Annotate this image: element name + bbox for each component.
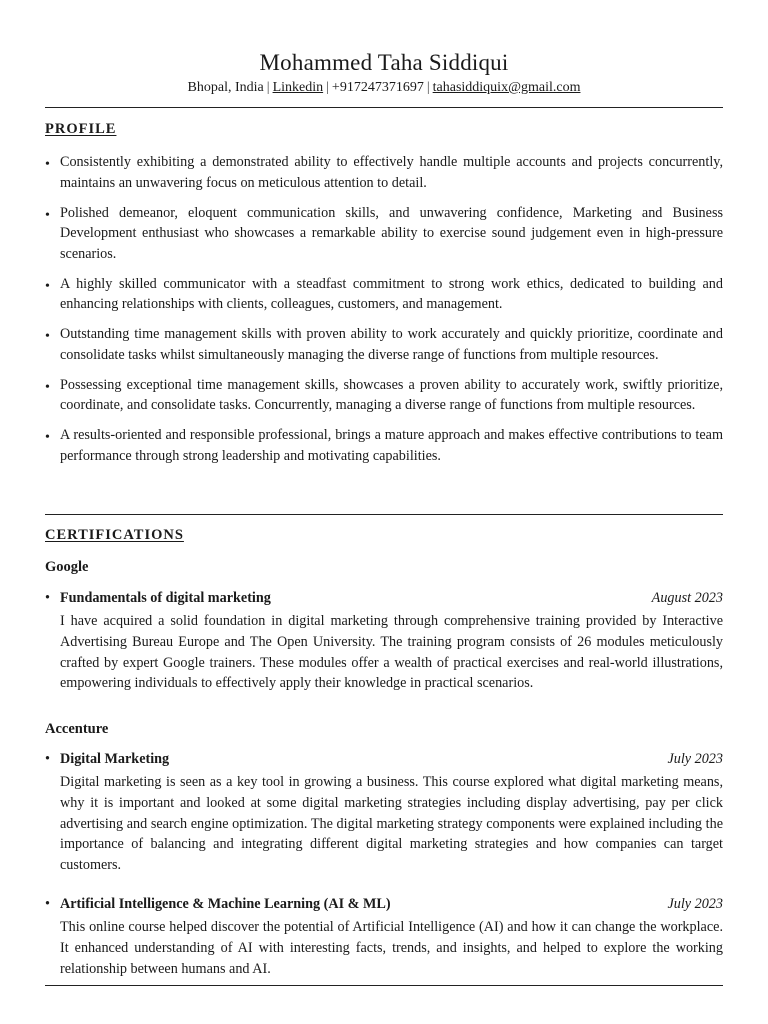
bullet-icon: •: [45, 590, 50, 606]
profile-divider: [45, 514, 723, 515]
bullet-icon: •: [45, 207, 50, 223]
profile-item-text: Outstanding time management skills with proven ability to work accurately and quickly prioritize, coordinate and consolidate tasks whilst simultaneously managing the diverse range of functions from multiple resources.: [60, 326, 723, 363]
profile-item-text: A results-oriented and responsible professional, brings a mature approach and makes effective contributions to team performance through strong leadership and motivating capabilities.: [60, 427, 723, 464]
profile-item: [45, 203, 723, 265]
profile-item-text: Possessing exceptional time management skills, showcases a proven ability to accurately work, swiftly prioritize, coordinate, and consolidate tasks. Concurrently, managing a diverse range of functions from multiple resources.: [60, 376, 723, 413]
certification-item: [45, 590, 723, 694]
candidate-name: Mohammed Taha Siddiqui: [259, 50, 509, 75]
profile-item: [45, 152, 723, 193]
certification-title: Fundamentals of digital marketing: [60, 590, 271, 606]
profile-item: [45, 375, 723, 416]
certification-header: [45, 896, 723, 917]
profile-item-text: A highly skilled communicator with a steadfast commitment to strong work ethics, dedicated to building and enhancing relationships with clients, colleagues, customers, and management.: [60, 275, 723, 312]
certification-item: [45, 751, 723, 876]
linkedin-link[interactable]: Linkedin: [272, 80, 324, 95]
certifications-heading: CERTIFICATIONS: [45, 527, 184, 543]
profile-item: [45, 425, 723, 466]
separator: |: [266, 80, 270, 95]
profile-item: [45, 324, 723, 365]
org-name-accenture: Accenture: [45, 721, 109, 737]
profile-item-text: Consistently exhibiting a demonstrated ability to effectively handle multiple accounts and projects concurrently, maintains an unwavering focus on meticulous attention to detail.: [60, 154, 723, 191]
bullet-icon: •: [45, 751, 50, 767]
certification-title: Digital Marketing: [60, 751, 170, 767]
header-divider: [45, 107, 723, 108]
profile-item-text: Polished demeanor, eloquent communication skills, and unwavering confidence, Marketing and Business Development enthusiast who showcases a remarkable ability to exercise sound judgement even in high-pressure scenarios.: [60, 204, 723, 262]
bullet-icon: •: [45, 278, 50, 294]
certification-description: This online course helped discover the potential of Artificial Intelligence (AI) and how it can change the workplace. It enhanced understanding of AI with interesting facts, trends, and insights, and helped to explore the working relationship between humans and AI.: [60, 919, 723, 977]
certification-date: August 2023: [651, 590, 723, 606]
separator: |: [326, 80, 329, 95]
bullet-icon: •: [45, 430, 50, 445]
profile-item: [45, 274, 723, 315]
certification-header: [45, 590, 723, 611]
certification-date: July 2023: [667, 751, 723, 767]
bullet-icon: •: [45, 157, 50, 172]
profile-heading: PROFILE: [45, 121, 117, 137]
footer-divider: [45, 985, 723, 986]
contact-line: [45, 80, 723, 96]
location-text: Bhopal, India: [187, 80, 264, 95]
certification-header: [45, 751, 723, 772]
bullet-icon: •: [45, 896, 50, 912]
email-link[interactable]: tahasiddiquix@gmail.com: [432, 80, 581, 95]
certification-item: [45, 896, 723, 979]
bullet-icon: •: [45, 379, 50, 395]
separator: |: [426, 80, 430, 95]
certification-description: I have acquired a solid foundation in digital marketing through comprehensive training provided by Interactive Advertising Bureau Europe and The Open University. The training program consists of 26 modules meticulously crafted by expert Google trainers. These modules offer a wealth of practical exercises and real-world illustrations, empowering individuals to effectively apply their knowledge in practical scenarios.: [60, 613, 723, 692]
certification-date: July 2023: [667, 896, 723, 912]
certification-title: Artificial Intelligence & Machine Learning (AI & ML): [60, 896, 391, 912]
org-name-google: Google: [45, 559, 89, 575]
phone-text: +917247371697: [331, 80, 424, 95]
bullet-icon: •: [45, 329, 50, 344]
certification-description: Digital marketing is seen as a key tool in growing a business. This course explored what digital marketing means, why it is important and looked at some digital marketing strategies including display advertising, pay per click advertising and search engine optimization. The digital marketing strategy components were explained including the importance of balancing and integrating different digital marketing strategies and how companies can target customers.: [60, 774, 723, 874]
profile-list: [45, 152, 723, 476]
